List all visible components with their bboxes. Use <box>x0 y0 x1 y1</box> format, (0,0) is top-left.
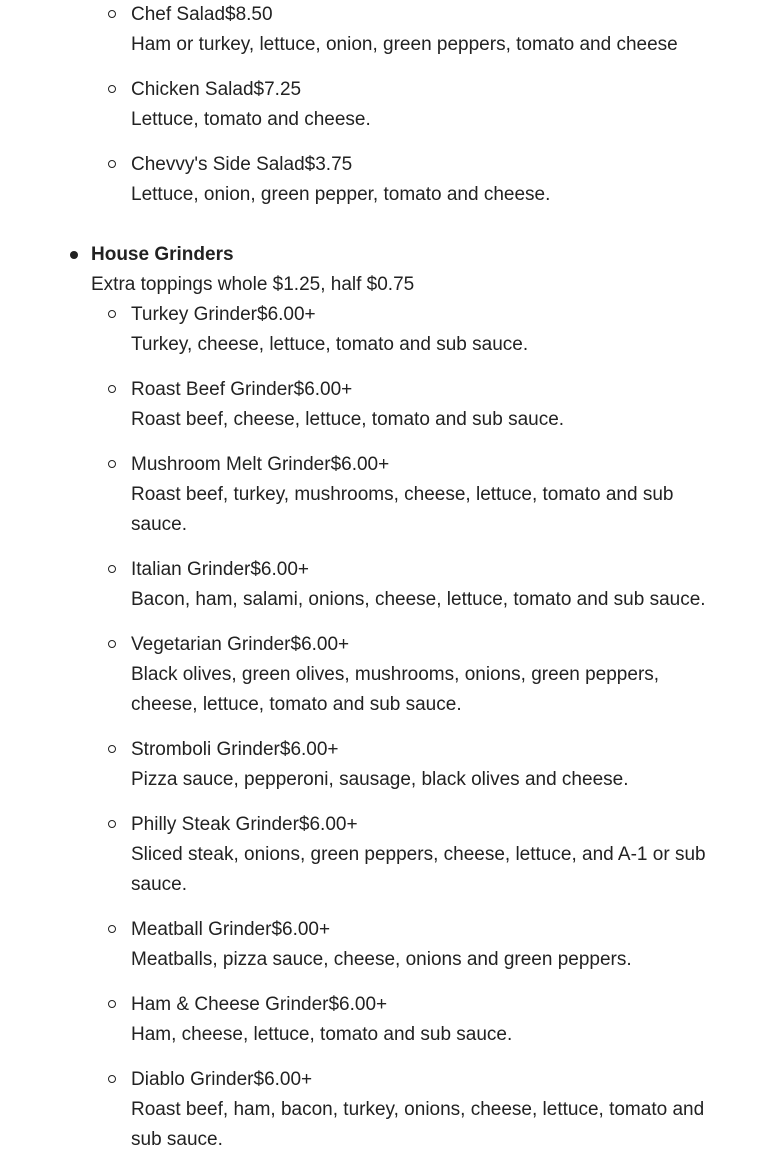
menu-item <box>91 990 770 1050</box>
menu-item <box>91 1065 770 1155</box>
menu-item-description: Ham or turkey, lettuce, onion, green peppers, tomato and cheese <box>131 34 678 55</box>
menu-item-description: Lettuce, tomato and cheese. <box>131 109 371 130</box>
section-title: House Grinders <box>91 244 234 265</box>
section-note: Extra toppings whole $1.25, half $0.75 <box>91 274 415 295</box>
menu-item-name: Vegetarian Grinder <box>131 634 291 655</box>
menu-item-description: Ham, cheese, lettuce, tomato and sub sauce. <box>131 1024 513 1045</box>
menu-item-description: Sliced steak, onions, green peppers, cheese, lettuce, and A-1 or sub sauce. <box>131 844 706 895</box>
menu-item-name: Diablo Grinder <box>131 1069 254 1090</box>
menu-item <box>91 300 770 360</box>
menu-item-name: Chicken Salad <box>131 79 254 100</box>
menu-item-title <box>131 555 710 585</box>
salad-list <box>0 0 770 210</box>
menu-item <box>0 150 770 210</box>
menu-item-price: $6.00+ <box>290 634 350 655</box>
menu-item-title <box>131 915 710 945</box>
menu-item-price: $6.00+ <box>271 919 331 940</box>
menu-item-name: Turkey Grinder <box>131 304 257 325</box>
menu-item-title <box>131 1065 710 1095</box>
menu-item-title <box>131 75 710 105</box>
menu-item-description: Roast beef, turkey, mushrooms, cheese, lettuce, tomato and sub sauce. <box>131 484 674 535</box>
menu-item-price: $6.00+ <box>253 1069 313 1090</box>
menu-item-title <box>131 375 710 405</box>
menu-item-description: Black olives, green olives, mushrooms, onions, green peppers, cheese, lettuce, tomato and sub sauce. <box>131 664 660 715</box>
menu-item-description: Roast beef, cheese, lettuce, tomato and sub sauce. <box>131 409 565 430</box>
menu-item <box>91 450 770 540</box>
menu-item <box>91 810 770 900</box>
menu-item <box>91 735 770 795</box>
menu-item <box>0 0 770 60</box>
menu-item-name: Chef Salad <box>131 4 226 25</box>
menu-item-title <box>131 0 710 30</box>
menu-item-title <box>131 735 710 765</box>
menu-item-description: Pizza sauce, pepperoni, sausage, black olives and cheese. <box>131 769 629 790</box>
menu-item-description: Bacon, ham, salami, onions, cheese, lettuce, tomato and sub sauce. <box>131 589 706 610</box>
menu-item-price: $6.00+ <box>250 559 309 580</box>
menu-item-description: Roast beef, ham, bacon, turkey, onions, cheese, lettuce, tomato and sub sauce. <box>131 1099 705 1150</box>
menu-item-title <box>131 150 710 180</box>
menu-item-price: $6.00+ <box>328 994 388 1015</box>
grinder-list <box>91 300 770 1155</box>
menu-item-name: Chevvy's Side Salad <box>131 154 305 175</box>
menu-item-price: $6.00+ <box>298 814 358 835</box>
menu-item-price: $6.00+ <box>330 454 390 475</box>
menu-item-name: Meatball Grinder <box>131 919 272 940</box>
menu-item-name: Stromboli Grinder <box>131 739 280 760</box>
menu-item-name: Philly Steak Grinder <box>131 814 299 835</box>
menu-item-description: Lettuce, onion, green pepper, tomato and cheese. <box>131 184 551 205</box>
menu-item-name: Ham & Cheese Grinder <box>131 994 329 1015</box>
menu-item-title <box>131 300 710 330</box>
menu-item-title <box>131 450 710 480</box>
menu-item-description: Meatballs, pizza sauce, cheese, onions and green peppers. <box>131 949 632 970</box>
menu-item <box>0 75 770 135</box>
menu-item-description: Turkey, cheese, lettuce, tomato and sub sauce. <box>131 334 529 355</box>
section-house-grinders <box>0 240 770 1155</box>
menu-item-price: $7.25 <box>253 79 302 100</box>
menu-item <box>91 630 770 720</box>
menu-item-title <box>131 630 710 660</box>
menu-item-price: $6.00+ <box>257 304 316 325</box>
menu-item <box>91 375 770 435</box>
menu-item <box>91 555 770 615</box>
menu-item <box>91 915 770 975</box>
menu-item-price: $3.75 <box>304 154 353 175</box>
salad-group <box>0 0 770 210</box>
menu-item-name: Roast Beef Grinder <box>131 379 294 400</box>
menu-item-name: Mushroom Melt Grinder <box>131 454 331 475</box>
menu-item-price: $6.00+ <box>293 379 353 400</box>
menu-item-title <box>131 990 710 1020</box>
menu-item-title <box>131 810 710 840</box>
menu-item-price: $6.00+ <box>279 739 339 760</box>
menu-item-price: $8.50 <box>225 4 273 25</box>
menu-item-name: Italian Grinder <box>131 559 251 580</box>
